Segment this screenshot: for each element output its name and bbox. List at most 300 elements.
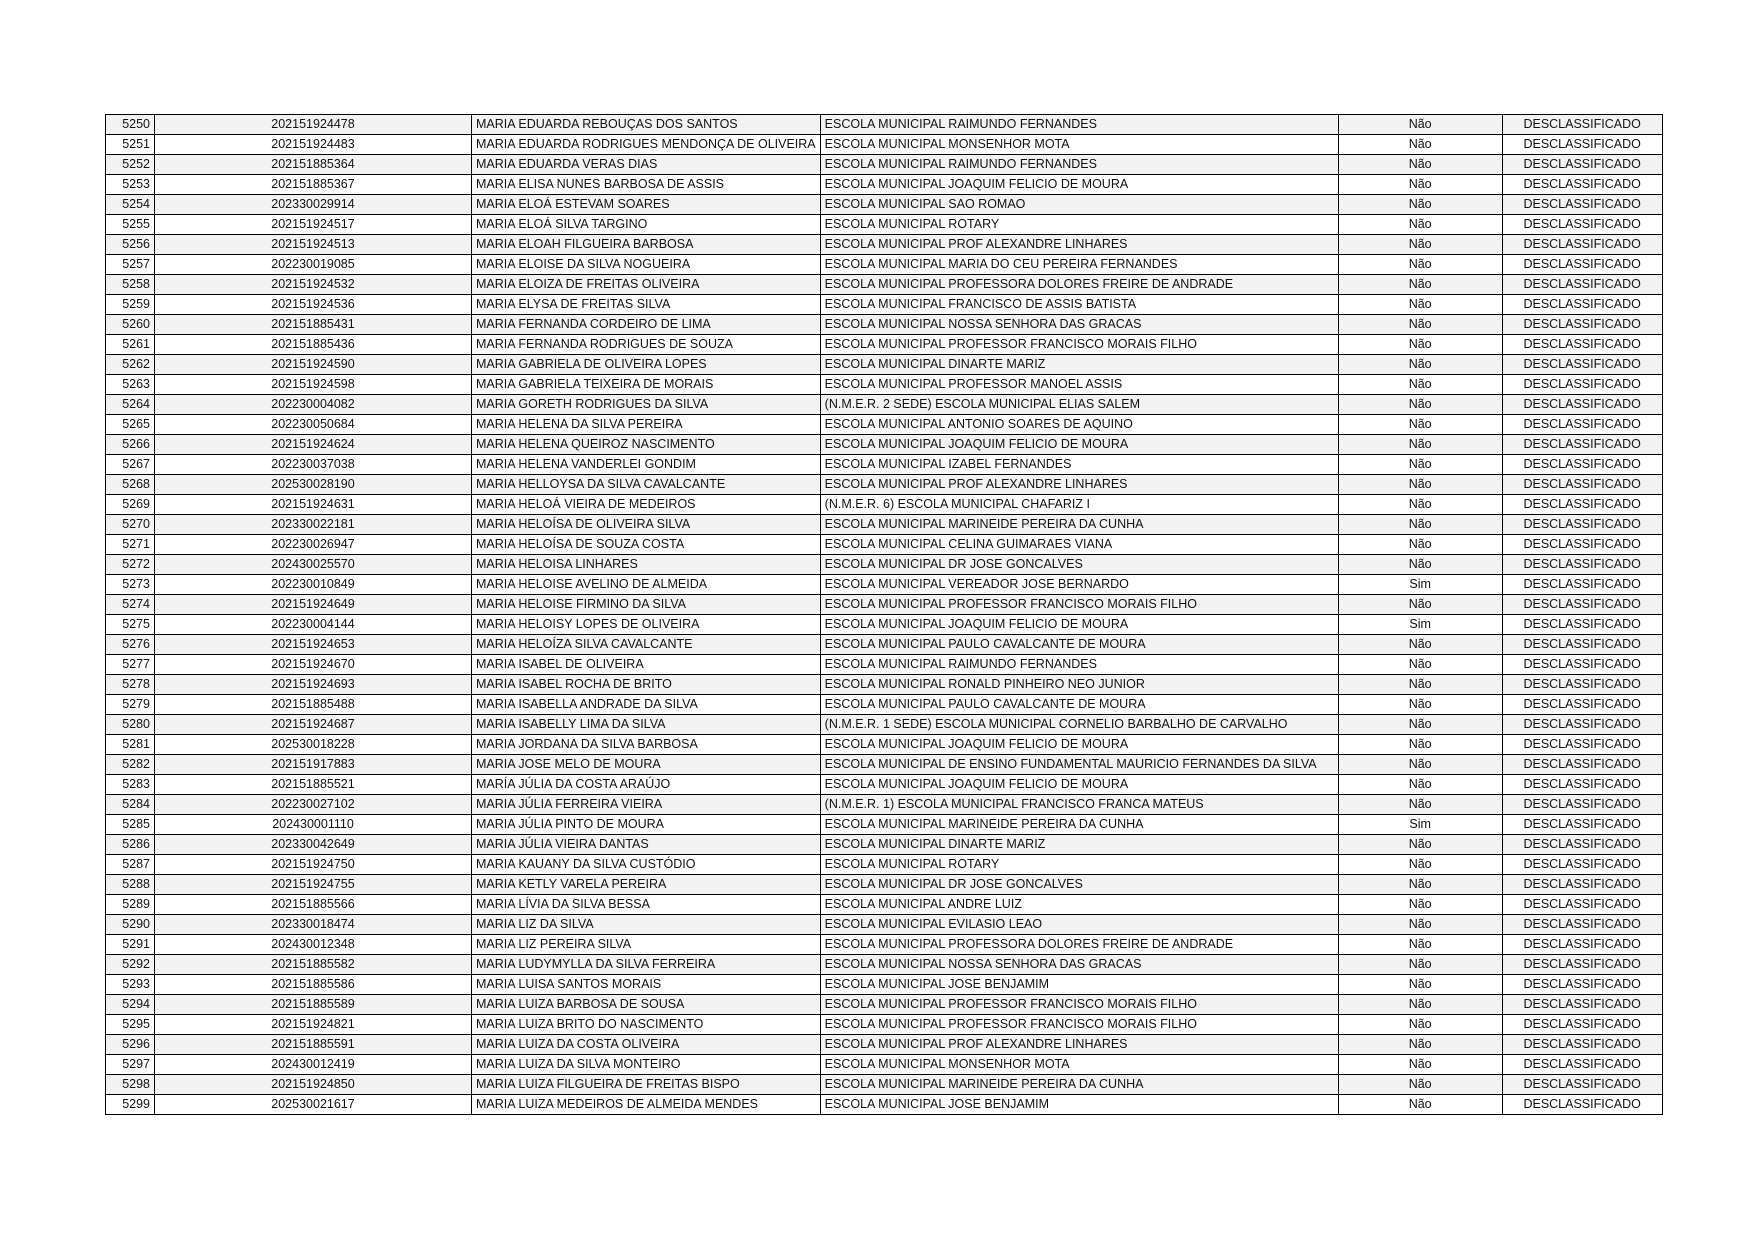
registration-id-cell: 202230004144 bbox=[155, 615, 472, 635]
school-name-cell: ESCOLA MUNICIPAL DR JOSE GONCALVES bbox=[820, 555, 1338, 575]
flag-cell: Não bbox=[1338, 115, 1502, 135]
status-cell: DESCLASSIFICADO bbox=[1502, 715, 1662, 735]
table-row bbox=[106, 835, 1663, 855]
status-cell: DESCLASSIFICADO bbox=[1502, 515, 1662, 535]
row-number-cell: 5271 bbox=[106, 535, 155, 555]
school-name-cell: ESCOLA MUNICIPAL RAIMUNDO FERNANDES bbox=[820, 115, 1338, 135]
school-name-cell: ESCOLA MUNICIPAL DR JOSE GONCALVES bbox=[820, 875, 1338, 895]
student-name-cell: MARIA ISABEL ROCHA DE BRITO bbox=[472, 675, 821, 695]
flag-cell: Não bbox=[1338, 335, 1502, 355]
table-row bbox=[106, 615, 1663, 635]
table-row bbox=[106, 375, 1663, 395]
status-cell: DESCLASSIFICADO bbox=[1502, 615, 1662, 635]
results-table bbox=[105, 114, 1663, 1115]
school-name-cell: ESCOLA MUNICIPAL PROFESSOR FRANCISCO MORAIS FILHO bbox=[820, 995, 1338, 1015]
flag-cell: Não bbox=[1338, 515, 1502, 535]
row-number-cell: 5262 bbox=[106, 355, 155, 375]
row-number-cell: 5250 bbox=[106, 115, 155, 135]
row-number-cell: 5255 bbox=[106, 215, 155, 235]
row-number-cell: 5293 bbox=[106, 975, 155, 995]
table-row bbox=[106, 355, 1663, 375]
registration-id-cell: 202230004082 bbox=[155, 395, 472, 415]
student-name-cell: MARIA LUIZA BRITO DO NASCIMENTO bbox=[472, 1015, 821, 1035]
school-name-cell: ESCOLA MUNICIPAL PROFESSOR MANOEL ASSIS bbox=[820, 375, 1338, 395]
flag-cell: Não bbox=[1338, 435, 1502, 455]
status-cell: DESCLASSIFICADO bbox=[1502, 195, 1662, 215]
flag-cell: Não bbox=[1338, 415, 1502, 435]
school-name-cell: ESCOLA MUNICIPAL ROTARY bbox=[820, 855, 1338, 875]
flag-cell: Não bbox=[1338, 375, 1502, 395]
student-name-cell: MARIA EDUARDA REBOUÇAS DOS SANTOS bbox=[472, 115, 821, 135]
row-number-cell: 5296 bbox=[106, 1035, 155, 1055]
flag-cell: Não bbox=[1338, 1095, 1502, 1115]
table-row bbox=[106, 875, 1663, 895]
status-cell: DESCLASSIFICADO bbox=[1502, 1075, 1662, 1095]
status-cell: DESCLASSIFICADO bbox=[1502, 855, 1662, 875]
row-number-cell: 5290 bbox=[106, 915, 155, 935]
student-name-cell: MARIA KETLY VARELA PEREIRA bbox=[472, 875, 821, 895]
school-name-cell: ESCOLA MUNICIPAL PROFESSOR FRANCISCO MORAIS FILHO bbox=[820, 335, 1338, 355]
table-row bbox=[106, 475, 1663, 495]
registration-id-cell: 202151885591 bbox=[155, 1035, 472, 1055]
status-cell: DESCLASSIFICADO bbox=[1502, 335, 1662, 355]
status-cell: DESCLASSIFICADO bbox=[1502, 115, 1662, 135]
school-name-cell: ESCOLA MUNICIPAL RAIMUNDO FERNANDES bbox=[820, 655, 1338, 675]
row-number-cell: 5299 bbox=[106, 1095, 155, 1115]
flag-cell: Não bbox=[1338, 715, 1502, 735]
status-cell: DESCLASSIFICADO bbox=[1502, 555, 1662, 575]
registration-id-cell: 202151885436 bbox=[155, 335, 472, 355]
registration-id-cell: 202151885488 bbox=[155, 695, 472, 715]
school-name-cell: ESCOLA MUNICIPAL RONALD PINHEIRO NEO JUNIOR bbox=[820, 675, 1338, 695]
row-number-cell: 5251 bbox=[106, 135, 155, 155]
row-number-cell: 5263 bbox=[106, 375, 155, 395]
status-cell: DESCLASSIFICADO bbox=[1502, 795, 1662, 815]
row-number-cell: 5279 bbox=[106, 695, 155, 715]
status-cell: DESCLASSIFICADO bbox=[1502, 835, 1662, 855]
table-row bbox=[106, 555, 1663, 575]
row-number-cell: 5285 bbox=[106, 815, 155, 835]
table-row bbox=[106, 315, 1663, 335]
student-name-cell: MARIA HELOISE AVELINO DE ALMEIDA bbox=[472, 575, 821, 595]
row-number-cell: 5252 bbox=[106, 155, 155, 175]
student-name-cell: MARIA GABRIELA DE OLIVEIRA LOPES bbox=[472, 355, 821, 375]
student-name-cell: MARIA ELOIZA DE FREITAS OLIVEIRA bbox=[472, 275, 821, 295]
flag-cell: Não bbox=[1338, 995, 1502, 1015]
registration-id-cell: 202230027102 bbox=[155, 795, 472, 815]
status-cell: DESCLASSIFICADO bbox=[1502, 935, 1662, 955]
table-row bbox=[106, 1055, 1663, 1075]
registration-id-cell: 202151924653 bbox=[155, 635, 472, 655]
status-cell: DESCLASSIFICADO bbox=[1502, 655, 1662, 675]
table-row bbox=[106, 975, 1663, 995]
status-cell: DESCLASSIFICADO bbox=[1502, 475, 1662, 495]
registration-id-cell: 202151924517 bbox=[155, 215, 472, 235]
student-name-cell: MARIA LUIZA MEDEIROS DE ALMEIDA MENDES bbox=[472, 1095, 821, 1115]
registration-id-cell: 202151924536 bbox=[155, 295, 472, 315]
row-number-cell: 5297 bbox=[106, 1055, 155, 1075]
table-row bbox=[106, 635, 1663, 655]
row-number-cell: 5294 bbox=[106, 995, 155, 1015]
table-row bbox=[106, 755, 1663, 775]
status-cell: DESCLASSIFICADO bbox=[1502, 895, 1662, 915]
school-name-cell: ESCOLA MUNICIPAL PROF ALEXANDRE LINHARES bbox=[820, 1035, 1338, 1055]
school-name-cell: ESCOLA MUNICIPAL NOSSA SENHORA DAS GRACAS bbox=[820, 315, 1338, 335]
flag-cell: Não bbox=[1338, 535, 1502, 555]
school-name-cell: ESCOLA MUNICIPAL MARINEIDE PEREIRA DA CUNHA bbox=[820, 815, 1338, 835]
flag-cell: Não bbox=[1338, 1015, 1502, 1035]
school-name-cell: ESCOLA MUNICIPAL JOSE BENJAMIM bbox=[820, 975, 1338, 995]
table-row bbox=[106, 255, 1663, 275]
table-row bbox=[106, 295, 1663, 315]
status-cell: DESCLASSIFICADO bbox=[1502, 455, 1662, 475]
flag-cell: Não bbox=[1338, 455, 1502, 475]
row-number-cell: 5260 bbox=[106, 315, 155, 335]
flag-cell: Não bbox=[1338, 795, 1502, 815]
status-cell: DESCLASSIFICADO bbox=[1502, 235, 1662, 255]
row-number-cell: 5264 bbox=[106, 395, 155, 415]
table-row bbox=[106, 1095, 1663, 1115]
row-number-cell: 5283 bbox=[106, 775, 155, 795]
flag-cell: Não bbox=[1338, 495, 1502, 515]
registration-id-cell: 202151924624 bbox=[155, 435, 472, 455]
student-name-cell: MARIA ISABELLY LIMA DA SILVA bbox=[472, 715, 821, 735]
row-number-cell: 5273 bbox=[106, 575, 155, 595]
table-row bbox=[106, 515, 1663, 535]
school-name-cell: (N.M.E.R. 2 SEDE) ESCOLA MUNICIPAL ELIAS SALEM bbox=[820, 395, 1338, 415]
flag-cell: Não bbox=[1338, 255, 1502, 275]
row-number-cell: 5276 bbox=[106, 635, 155, 655]
row-number-cell: 5282 bbox=[106, 755, 155, 775]
registration-id-cell: 202151885364 bbox=[155, 155, 472, 175]
registration-id-cell: 202330042649 bbox=[155, 835, 472, 855]
status-cell: DESCLASSIFICADO bbox=[1502, 695, 1662, 715]
school-name-cell: ESCOLA MUNICIPAL ROTARY bbox=[820, 215, 1338, 235]
status-cell: DESCLASSIFICADO bbox=[1502, 155, 1662, 175]
registration-id-cell: 202530028190 bbox=[155, 475, 472, 495]
flag-cell: Não bbox=[1338, 875, 1502, 895]
school-name-cell: ESCOLA MUNICIPAL PROF ALEXANDRE LINHARES bbox=[820, 475, 1338, 495]
student-name-cell: MARIA GORETH RODRIGUES DA SILVA bbox=[472, 395, 821, 415]
school-name-cell: (N.M.E.R. 1 SEDE) ESCOLA MUNICIPAL CORNELIO BARBALHO DE CARVALHO bbox=[820, 715, 1338, 735]
row-number-cell: 5275 bbox=[106, 615, 155, 635]
table-row bbox=[106, 155, 1663, 175]
flag-cell: Não bbox=[1338, 215, 1502, 235]
table-row bbox=[106, 855, 1663, 875]
status-cell: DESCLASSIFICADO bbox=[1502, 775, 1662, 795]
registration-id-cell: 202330022181 bbox=[155, 515, 472, 535]
flag-cell: Não bbox=[1338, 695, 1502, 715]
registration-id-cell: 202151924483 bbox=[155, 135, 472, 155]
status-cell: DESCLASSIFICADO bbox=[1502, 635, 1662, 655]
table-row bbox=[106, 895, 1663, 915]
table-row bbox=[106, 1035, 1663, 1055]
registration-id-cell: 202151924750 bbox=[155, 855, 472, 875]
student-name-cell: MARIA ELISA NUNES BARBOSA DE ASSIS bbox=[472, 175, 821, 195]
student-name-cell: MARIA ELOISE DA SILVA NOGUEIRA bbox=[472, 255, 821, 275]
flag-cell: Não bbox=[1338, 975, 1502, 995]
table-row bbox=[106, 995, 1663, 1015]
table-row bbox=[106, 455, 1663, 475]
registration-id-cell: 202151924598 bbox=[155, 375, 472, 395]
table-row bbox=[106, 435, 1663, 455]
table-row bbox=[106, 915, 1663, 935]
school-name-cell: ESCOLA MUNICIPAL FRANCISCO DE ASSIS BATISTA bbox=[820, 295, 1338, 315]
table-row bbox=[106, 795, 1663, 815]
school-name-cell: ESCOLA MUNICIPAL IZABEL FERNANDES bbox=[820, 455, 1338, 475]
registration-id-cell: 202151885589 bbox=[155, 995, 472, 1015]
school-name-cell: ESCOLA MUNICIPAL NOSSA SENHORA DAS GRACAS bbox=[820, 955, 1338, 975]
row-number-cell: 5268 bbox=[106, 475, 155, 495]
student-name-cell: MARIA JORDANA DA SILVA BARBOSA bbox=[472, 735, 821, 755]
school-name-cell: ESCOLA MUNICIPAL MARINEIDE PEREIRA DA CUNHA bbox=[820, 1075, 1338, 1095]
student-name-cell: MARIA HELENA QUEIROZ NASCIMENTO bbox=[472, 435, 821, 455]
school-name-cell: ESCOLA MUNICIPAL PROFESSORA DOLORES FREIRE DE ANDRADE bbox=[820, 935, 1338, 955]
flag-cell: Não bbox=[1338, 355, 1502, 375]
flag-cell: Não bbox=[1338, 395, 1502, 415]
student-name-cell: MARIA HELOÍSA DE SOUZA COSTA bbox=[472, 535, 821, 555]
registration-id-cell: 202151885582 bbox=[155, 955, 472, 975]
status-cell: DESCLASSIFICADO bbox=[1502, 375, 1662, 395]
status-cell: DESCLASSIFICADO bbox=[1502, 215, 1662, 235]
flag-cell: Não bbox=[1338, 595, 1502, 615]
table-row bbox=[106, 1075, 1663, 1095]
flag-cell: Não bbox=[1338, 755, 1502, 775]
flag-cell: Não bbox=[1338, 835, 1502, 855]
student-name-cell: MARIA ISABEL DE OLIVEIRA bbox=[472, 655, 821, 675]
status-cell: DESCLASSIFICADO bbox=[1502, 535, 1662, 555]
school-name-cell: ESCOLA MUNICIPAL ANTONIO SOARES DE AQUINO bbox=[820, 415, 1338, 435]
flag-cell: Sim bbox=[1338, 575, 1502, 595]
row-number-cell: 5284 bbox=[106, 795, 155, 815]
school-name-cell: ESCOLA MUNICIPAL EVILASIO LEAO bbox=[820, 915, 1338, 935]
registration-id-cell: 202151924693 bbox=[155, 675, 472, 695]
student-name-cell: MARIA ELOÁ SILVA TARGINO bbox=[472, 215, 821, 235]
school-name-cell: ESCOLA MUNICIPAL SAO ROMAO bbox=[820, 195, 1338, 215]
status-cell: DESCLASSIFICADO bbox=[1502, 255, 1662, 275]
row-number-cell: 5287 bbox=[106, 855, 155, 875]
status-cell: DESCLASSIFICADO bbox=[1502, 995, 1662, 1015]
school-name-cell: ESCOLA MUNICIPAL JOAQUIM FELICIO DE MOURA bbox=[820, 175, 1338, 195]
school-name-cell: ESCOLA MUNICIPAL PROFESSORA DOLORES FREIRE DE ANDRADE bbox=[820, 275, 1338, 295]
table-row bbox=[106, 495, 1663, 515]
status-cell: DESCLASSIFICADO bbox=[1502, 495, 1662, 515]
row-number-cell: 5286 bbox=[106, 835, 155, 855]
school-name-cell: ESCOLA MUNICIPAL PROFESSOR FRANCISCO MORAIS FILHO bbox=[820, 595, 1338, 615]
row-number-cell: 5258 bbox=[106, 275, 155, 295]
flag-cell: Não bbox=[1338, 175, 1502, 195]
registration-id-cell: 202151885367 bbox=[155, 175, 472, 195]
flag-cell: Não bbox=[1338, 895, 1502, 915]
student-name-cell: MARIA HELOISY LOPES DE OLIVEIRA bbox=[472, 615, 821, 635]
flag-cell: Não bbox=[1338, 475, 1502, 495]
student-name-cell: MARIA FERNANDA RODRIGUES DE SOUZA bbox=[472, 335, 821, 355]
flag-cell: Não bbox=[1338, 235, 1502, 255]
registration-id-cell: 202430012419 bbox=[155, 1055, 472, 1075]
registration-id-cell: 202151885431 bbox=[155, 315, 472, 335]
school-name-cell: ESCOLA MUNICIPAL PROFESSOR FRANCISCO MORAIS FILHO bbox=[820, 1015, 1338, 1035]
registration-id-cell: 202151885586 bbox=[155, 975, 472, 995]
flag-cell: Não bbox=[1338, 155, 1502, 175]
status-cell: DESCLASSIFICADO bbox=[1502, 575, 1662, 595]
registration-id-cell: 202151924478 bbox=[155, 115, 472, 135]
school-name-cell: ESCOLA MUNICIPAL JOAQUIM FELICIO DE MOURA bbox=[820, 435, 1338, 455]
student-name-cell: MARIA HELENA VANDERLEI GONDIM bbox=[472, 455, 821, 475]
student-name-cell: MARIA LUIZA DA COSTA OLIVEIRA bbox=[472, 1035, 821, 1055]
registration-id-cell: 202151924850 bbox=[155, 1075, 472, 1095]
row-number-cell: 5298 bbox=[106, 1075, 155, 1095]
school-name-cell: ESCOLA MUNICIPAL JOAQUIM FELICIO DE MOURA bbox=[820, 615, 1338, 635]
registration-id-cell: 202430012348 bbox=[155, 935, 472, 955]
row-number-cell: 5288 bbox=[106, 875, 155, 895]
row-number-cell: 5254 bbox=[106, 195, 155, 215]
registration-id-cell: 202151924821 bbox=[155, 1015, 472, 1035]
row-number-cell: 5292 bbox=[106, 955, 155, 975]
school-name-cell: ESCOLA MUNICIPAL RAIMUNDO FERNANDES bbox=[820, 155, 1338, 175]
table-row bbox=[106, 395, 1663, 415]
student-name-cell: MARIA JÚLIA PINTO DE MOURA bbox=[472, 815, 821, 835]
status-cell: DESCLASSIFICADO bbox=[1502, 1095, 1662, 1115]
registration-id-cell: 202230019085 bbox=[155, 255, 472, 275]
table-row bbox=[106, 815, 1663, 835]
status-cell: DESCLASSIFICADO bbox=[1502, 275, 1662, 295]
school-name-cell: ESCOLA MUNICIPAL PAULO CAVALCANTE DE MOURA bbox=[820, 695, 1338, 715]
status-cell: DESCLASSIFICADO bbox=[1502, 175, 1662, 195]
row-number-cell: 5265 bbox=[106, 415, 155, 435]
flag-cell: Não bbox=[1338, 955, 1502, 975]
table-row bbox=[106, 695, 1663, 715]
student-name-cell: MARIA HELOÁ VIEIRA DE MEDEIROS bbox=[472, 495, 821, 515]
registration-id-cell: 202151885566 bbox=[155, 895, 472, 915]
student-name-cell: MARIA LUIZA DA SILVA MONTEIRO bbox=[472, 1055, 821, 1075]
status-cell: DESCLASSIFICADO bbox=[1502, 815, 1662, 835]
registration-id-cell: 202430001110 bbox=[155, 815, 472, 835]
flag-cell: Sim bbox=[1338, 815, 1502, 835]
registration-id-cell: 202151924687 bbox=[155, 715, 472, 735]
school-name-cell: ESCOLA MUNICIPAL MONSENHOR MOTA bbox=[820, 135, 1338, 155]
flag-cell: Não bbox=[1338, 935, 1502, 955]
student-name-cell: MARIA ISABELLA ANDRADE DA SILVA bbox=[472, 695, 821, 715]
status-cell: DESCLASSIFICADO bbox=[1502, 915, 1662, 935]
registration-id-cell: 202530021617 bbox=[155, 1095, 472, 1115]
status-cell: DESCLASSIFICADO bbox=[1502, 1015, 1662, 1035]
status-cell: DESCLASSIFICADO bbox=[1502, 735, 1662, 755]
table-row bbox=[106, 935, 1663, 955]
row-number-cell: 5280 bbox=[106, 715, 155, 735]
table-row bbox=[106, 775, 1663, 795]
flag-cell: Não bbox=[1338, 195, 1502, 215]
flag-cell: Não bbox=[1338, 775, 1502, 795]
row-number-cell: 5270 bbox=[106, 515, 155, 535]
table-row bbox=[106, 715, 1663, 735]
school-name-cell: ESCOLA MUNICIPAL VEREADOR JOSE BERNARDO bbox=[820, 575, 1338, 595]
student-name-cell: MARIA FERNANDA CORDEIRO DE LIMA bbox=[472, 315, 821, 335]
school-name-cell: ESCOLA MUNICIPAL JOSE BENJAMIM bbox=[820, 1095, 1338, 1115]
school-name-cell: ESCOLA MUNICIPAL MARINEIDE PEREIRA DA CUNHA bbox=[820, 515, 1338, 535]
flag-cell: Não bbox=[1338, 555, 1502, 575]
registration-id-cell: 202330018474 bbox=[155, 915, 472, 935]
table-row bbox=[106, 535, 1663, 555]
row-number-cell: 5274 bbox=[106, 595, 155, 615]
student-name-cell: MARIA LUIZA BARBOSA DE SOUSA bbox=[472, 995, 821, 1015]
row-number-cell: 5277 bbox=[106, 655, 155, 675]
registration-id-cell: 202151924513 bbox=[155, 235, 472, 255]
flag-cell: Não bbox=[1338, 915, 1502, 935]
school-name-cell: ESCOLA MUNICIPAL JOAQUIM FELICIO DE MOURA bbox=[820, 775, 1338, 795]
row-number-cell: 5257 bbox=[106, 255, 155, 275]
student-name-cell: MARIA HELENA DA SILVA PEREIRA bbox=[472, 415, 821, 435]
table-row bbox=[106, 595, 1663, 615]
student-name-cell: MARIA ELYSA DE FREITAS SILVA bbox=[472, 295, 821, 315]
status-cell: DESCLASSIFICADO bbox=[1502, 315, 1662, 335]
flag-cell: Não bbox=[1338, 635, 1502, 655]
table-row bbox=[106, 575, 1663, 595]
student-name-cell: MARIA EDUARDA VERAS DIAS bbox=[472, 155, 821, 175]
flag-cell: Não bbox=[1338, 735, 1502, 755]
table-row bbox=[106, 135, 1663, 155]
table-row bbox=[106, 955, 1663, 975]
row-number-cell: 5267 bbox=[106, 455, 155, 475]
student-name-cell: MARÍA JÚLIA DA COSTA ARAÚJO bbox=[472, 775, 821, 795]
registration-id-cell: 202230050684 bbox=[155, 415, 472, 435]
school-name-cell: (N.M.E.R. 1) ESCOLA MUNICIPAL FRANCISCO FRANCA MATEUS bbox=[820, 795, 1338, 815]
table-row bbox=[106, 115, 1663, 135]
school-name-cell: ESCOLA MUNICIPAL MONSENHOR MOTA bbox=[820, 1055, 1338, 1075]
school-name-cell: ESCOLA MUNICIPAL ANDRE LUIZ bbox=[820, 895, 1338, 915]
status-cell: DESCLASSIFICADO bbox=[1502, 975, 1662, 995]
table-row bbox=[106, 195, 1663, 215]
school-name-cell: ESCOLA MUNICIPAL DINARTE MARIZ bbox=[820, 355, 1338, 375]
student-name-cell: MARIA LIZ PEREIRA SILVA bbox=[472, 935, 821, 955]
student-name-cell: MARIA LUDYMYLLA DA SILVA FERREIRA bbox=[472, 955, 821, 975]
row-number-cell: 5259 bbox=[106, 295, 155, 315]
student-name-cell: MARIA HELLOYSA DA SILVA CAVALCANTE bbox=[472, 475, 821, 495]
registration-id-cell: 202230010849 bbox=[155, 575, 472, 595]
flag-cell: Não bbox=[1338, 275, 1502, 295]
school-name-cell: (N.M.E.R. 6) ESCOLA MUNICIPAL CHAFARIZ I bbox=[820, 495, 1338, 515]
school-name-cell: ESCOLA MUNICIPAL JOAQUIM FELICIO DE MOURA bbox=[820, 735, 1338, 755]
status-cell: DESCLASSIFICADO bbox=[1502, 755, 1662, 775]
status-cell: DESCLASSIFICADO bbox=[1502, 1055, 1662, 1075]
flag-cell: Não bbox=[1338, 1055, 1502, 1075]
flag-cell: Não bbox=[1338, 295, 1502, 315]
table-row bbox=[106, 735, 1663, 755]
status-cell: DESCLASSIFICADO bbox=[1502, 355, 1662, 375]
row-number-cell: 5261 bbox=[106, 335, 155, 355]
student-name-cell: MARIA JOSE MELO DE MOURA bbox=[472, 755, 821, 775]
results-table-body bbox=[106, 115, 1663, 1115]
registration-id-cell: 202230026947 bbox=[155, 535, 472, 555]
flag-cell: Não bbox=[1338, 855, 1502, 875]
flag-cell: Não bbox=[1338, 135, 1502, 155]
table-row bbox=[106, 655, 1663, 675]
status-cell: DESCLASSIFICADO bbox=[1502, 875, 1662, 895]
row-number-cell: 5281 bbox=[106, 735, 155, 755]
student-name-cell: MARIA JÚLIA VIEIRA DANTAS bbox=[472, 835, 821, 855]
row-number-cell: 5295 bbox=[106, 1015, 155, 1035]
school-name-cell: ESCOLA MUNICIPAL DE ENSINO FUNDAMENTAL MAURICIO FERNANDES DA SILVA bbox=[820, 755, 1338, 775]
student-name-cell: MARIA KAUANY DA SILVA CUSTÓDIO bbox=[472, 855, 821, 875]
row-number-cell: 5289 bbox=[106, 895, 155, 915]
student-name-cell: MARIA JÚLIA FERREIRA VIEIRA bbox=[472, 795, 821, 815]
student-name-cell: MARIA HELOISA LINHARES bbox=[472, 555, 821, 575]
registration-id-cell: 202430025570 bbox=[155, 555, 472, 575]
student-name-cell: MARIA HELOISE FIRMINO DA SILVA bbox=[472, 595, 821, 615]
flag-cell: Não bbox=[1338, 1075, 1502, 1095]
registration-id-cell: 202151924649 bbox=[155, 595, 472, 615]
school-name-cell: ESCOLA MUNICIPAL PROF ALEXANDRE LINHARES bbox=[820, 235, 1338, 255]
table-row bbox=[106, 415, 1663, 435]
